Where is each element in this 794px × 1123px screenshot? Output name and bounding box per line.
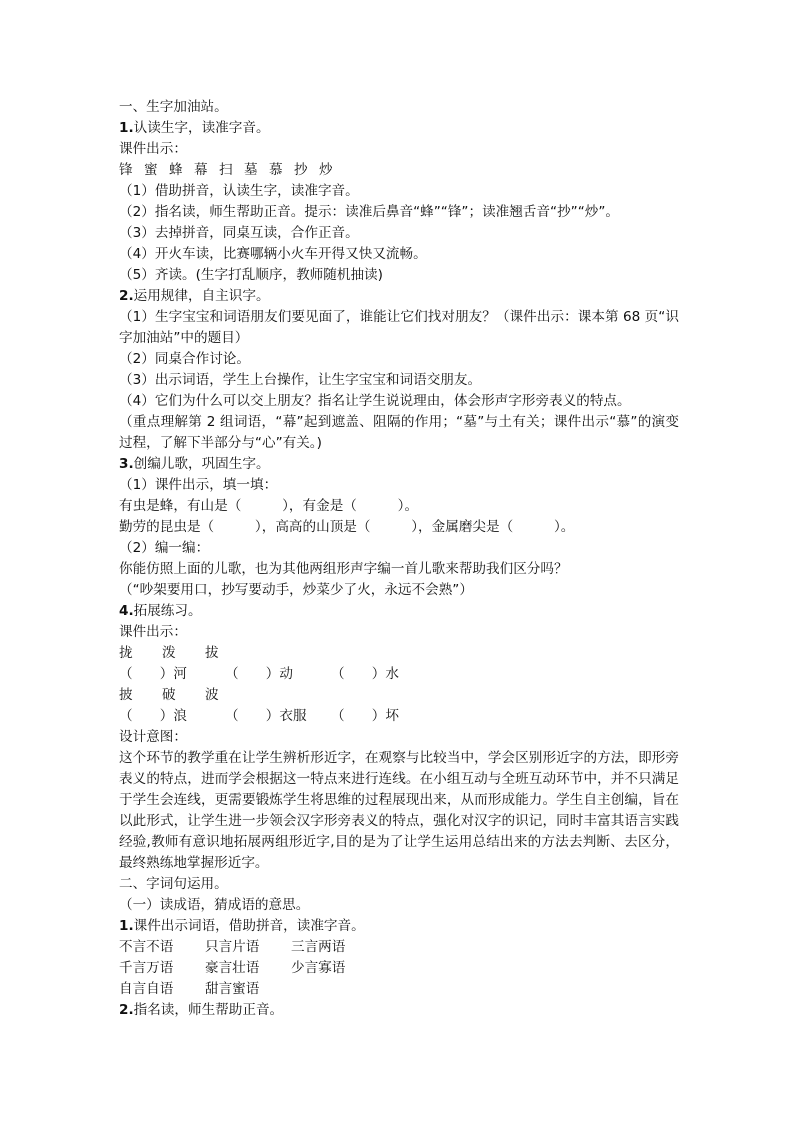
idiom: 豪言壮语 bbox=[205, 960, 260, 976]
subheading-2-1 bbox=[119, 916, 679, 937]
idiom: 千言万语 bbox=[119, 960, 174, 976]
exercise-blank: （ ）动 bbox=[225, 666, 293, 682]
subheading-1-2 bbox=[119, 286, 679, 307]
step-line: （2）同桌合作讨论。 bbox=[119, 351, 250, 367]
subheading-1-1 bbox=[119, 118, 679, 139]
idiom: 自言自语 bbox=[119, 981, 174, 997]
character: 抄 bbox=[294, 162, 308, 178]
courseware-label: 课件出示： bbox=[119, 624, 187, 640]
exercise-blank: （ ）衣服 bbox=[225, 708, 307, 724]
exercise-char: 拔 bbox=[205, 645, 219, 661]
exercise-char: 破 bbox=[162, 687, 176, 703]
exercise-blank: （ ）坏 bbox=[331, 708, 399, 724]
idiom: 只言片语 bbox=[205, 939, 260, 955]
subheading-number: 3. bbox=[119, 456, 134, 472]
paragraph: （重点理解第 2 组词语，“幕”起到遮盖、阻隔的作用；“墓”与土有关；课件出示“慕”的演变过程，了解下半部分与“心”有关。) bbox=[119, 414, 679, 451]
step-line: （3）出示词语，学生上台操作，让生字宝宝和词语交朋友。 bbox=[119, 372, 482, 388]
step-line: （2）指名读，师生帮助正音。提示：读准后鼻音“蜂”“锋”；读准翘舌音“抄”“炒”。 bbox=[119, 204, 619, 220]
step-line: （5）齐读。(生字打乱顺序，教师随机抽读) bbox=[119, 267, 383, 283]
subheading-number: 2. bbox=[119, 288, 134, 304]
exercise-row bbox=[119, 643, 679, 664]
subheading-1-4 bbox=[119, 601, 679, 622]
subheading-text: 拓展练习。 bbox=[133, 603, 202, 619]
step-line: （“吵架要用口，抄写要动手，炒菜少了火，永远不会熟”） bbox=[119, 582, 473, 598]
step-line: （1）借助拼音，认读生字，读准字音。 bbox=[119, 183, 359, 199]
character: 锋 bbox=[119, 162, 133, 178]
character: 慕 bbox=[269, 162, 283, 178]
step-line: （4）开火车读，比赛哪辆小火车开得又快又流畅。 bbox=[119, 246, 427, 262]
subheading-2-2 bbox=[119, 1000, 679, 1021]
subheading-1-3 bbox=[119, 454, 679, 475]
fill-blank-line: 勤劳的昆虫是（ ），高高的山顶是（ ），金属磨尖是（ ）。 bbox=[119, 519, 575, 535]
idiom: 三言两语 bbox=[291, 939, 346, 955]
exercise-blank: （ ）浪 bbox=[119, 708, 187, 724]
subheading-number: 1. bbox=[119, 120, 134, 136]
subheading-text: 认读生字，读准字音。 bbox=[133, 120, 270, 136]
exercise-char: 泼 bbox=[162, 645, 176, 661]
idiom: 少言寡语 bbox=[291, 960, 346, 976]
subheading-number: 1. bbox=[119, 918, 134, 934]
exercise-row bbox=[119, 685, 679, 706]
fill-blank-line: 有虫是蜂，有山是（ ），有金是（ ）。 bbox=[119, 498, 419, 514]
character: 炒 bbox=[319, 162, 333, 178]
exercise-char: 披 bbox=[119, 687, 133, 703]
document-body bbox=[119, 97, 679, 1021]
design-intent-title: 设计意图： bbox=[119, 729, 187, 745]
exercise-char: 拢 bbox=[119, 645, 133, 661]
character: 扫 bbox=[219, 162, 233, 178]
character: 墓 bbox=[244, 162, 258, 178]
idiom-row bbox=[119, 979, 679, 1000]
idiom: 甜言蜜语 bbox=[205, 981, 260, 997]
idiom: 不言不语 bbox=[119, 939, 174, 955]
subheading-number: 2. bbox=[119, 1002, 134, 1018]
exercise-blank: （ ）水 bbox=[331, 666, 399, 682]
idiom-row bbox=[119, 937, 679, 958]
step-line: （4）它们为什么可以交上朋友？指名让学生说说理由，体会形声字形旁表义的特点。 bbox=[119, 393, 631, 409]
step-line: （2）编一编： bbox=[119, 540, 210, 556]
exercise-row bbox=[119, 664, 679, 685]
subsection-heading: （一）读成语，猜成语的意思。 bbox=[119, 897, 310, 913]
paragraph: （1）生字宝宝和词语朋友们要见面了，谁能让它们找对朋友？（课件出示：课本第 68 页“识字加油站”中的题目） bbox=[119, 309, 679, 346]
design-intent-paragraph: 这个环节的教学重在让学生辨析形近字，在观察与比较当中，学会区别形近字的方法，即形旁表义的特点，进而学会根据这一特点来进行连线。在小组互动与全班互动环节中，并不只满足于学生会连线，更需要锻炼学生将思维的过程展现出来，从而形成能力。学生自主创编，旨在以此形式，让学生进一步领会汉字形旁表义的特点，强化对汉字的识记，同时丰富其语言实践经验,教师有意识地拓展两组形近字,目的是为了让学生运用总结出来的方法去判断、去区分，最终熟练地掌握形近字。 bbox=[119, 750, 679, 871]
step-line: 你能仿照上面的儿歌，也为其他两组形声字编一首儿歌来帮助我们区分吗？ bbox=[119, 561, 568, 577]
section-heading-2: 二、字词句运用。 bbox=[119, 876, 228, 892]
exercise-char: 波 bbox=[205, 687, 219, 703]
idiom-row bbox=[119, 958, 679, 979]
step-line: （1）课件出示，填一填： bbox=[119, 477, 278, 493]
character-row bbox=[119, 160, 679, 181]
exercise-row bbox=[119, 706, 679, 727]
subheading-text: 课件出示词语，借助拼音，读准字音。 bbox=[133, 918, 365, 934]
step-line: （3）去掉拼音，同桌互读，合作正音。 bbox=[119, 225, 359, 241]
character: 蜂 bbox=[169, 162, 183, 178]
subheading-number: 4. bbox=[119, 603, 134, 619]
exercise-blank: （ ）河 bbox=[119, 666, 187, 682]
character: 蜜 bbox=[144, 162, 158, 178]
courseware-label: 课件出示： bbox=[119, 141, 187, 157]
character: 幕 bbox=[194, 162, 208, 178]
section-heading-1: 一、生字加油站。 bbox=[119, 99, 228, 115]
subheading-text: 运用规律，自主识字。 bbox=[133, 288, 270, 304]
subheading-text: 指名读，师生帮助正音。 bbox=[133, 1002, 284, 1018]
subheading-text: 创编儿歌，巩固生字。 bbox=[133, 456, 270, 472]
